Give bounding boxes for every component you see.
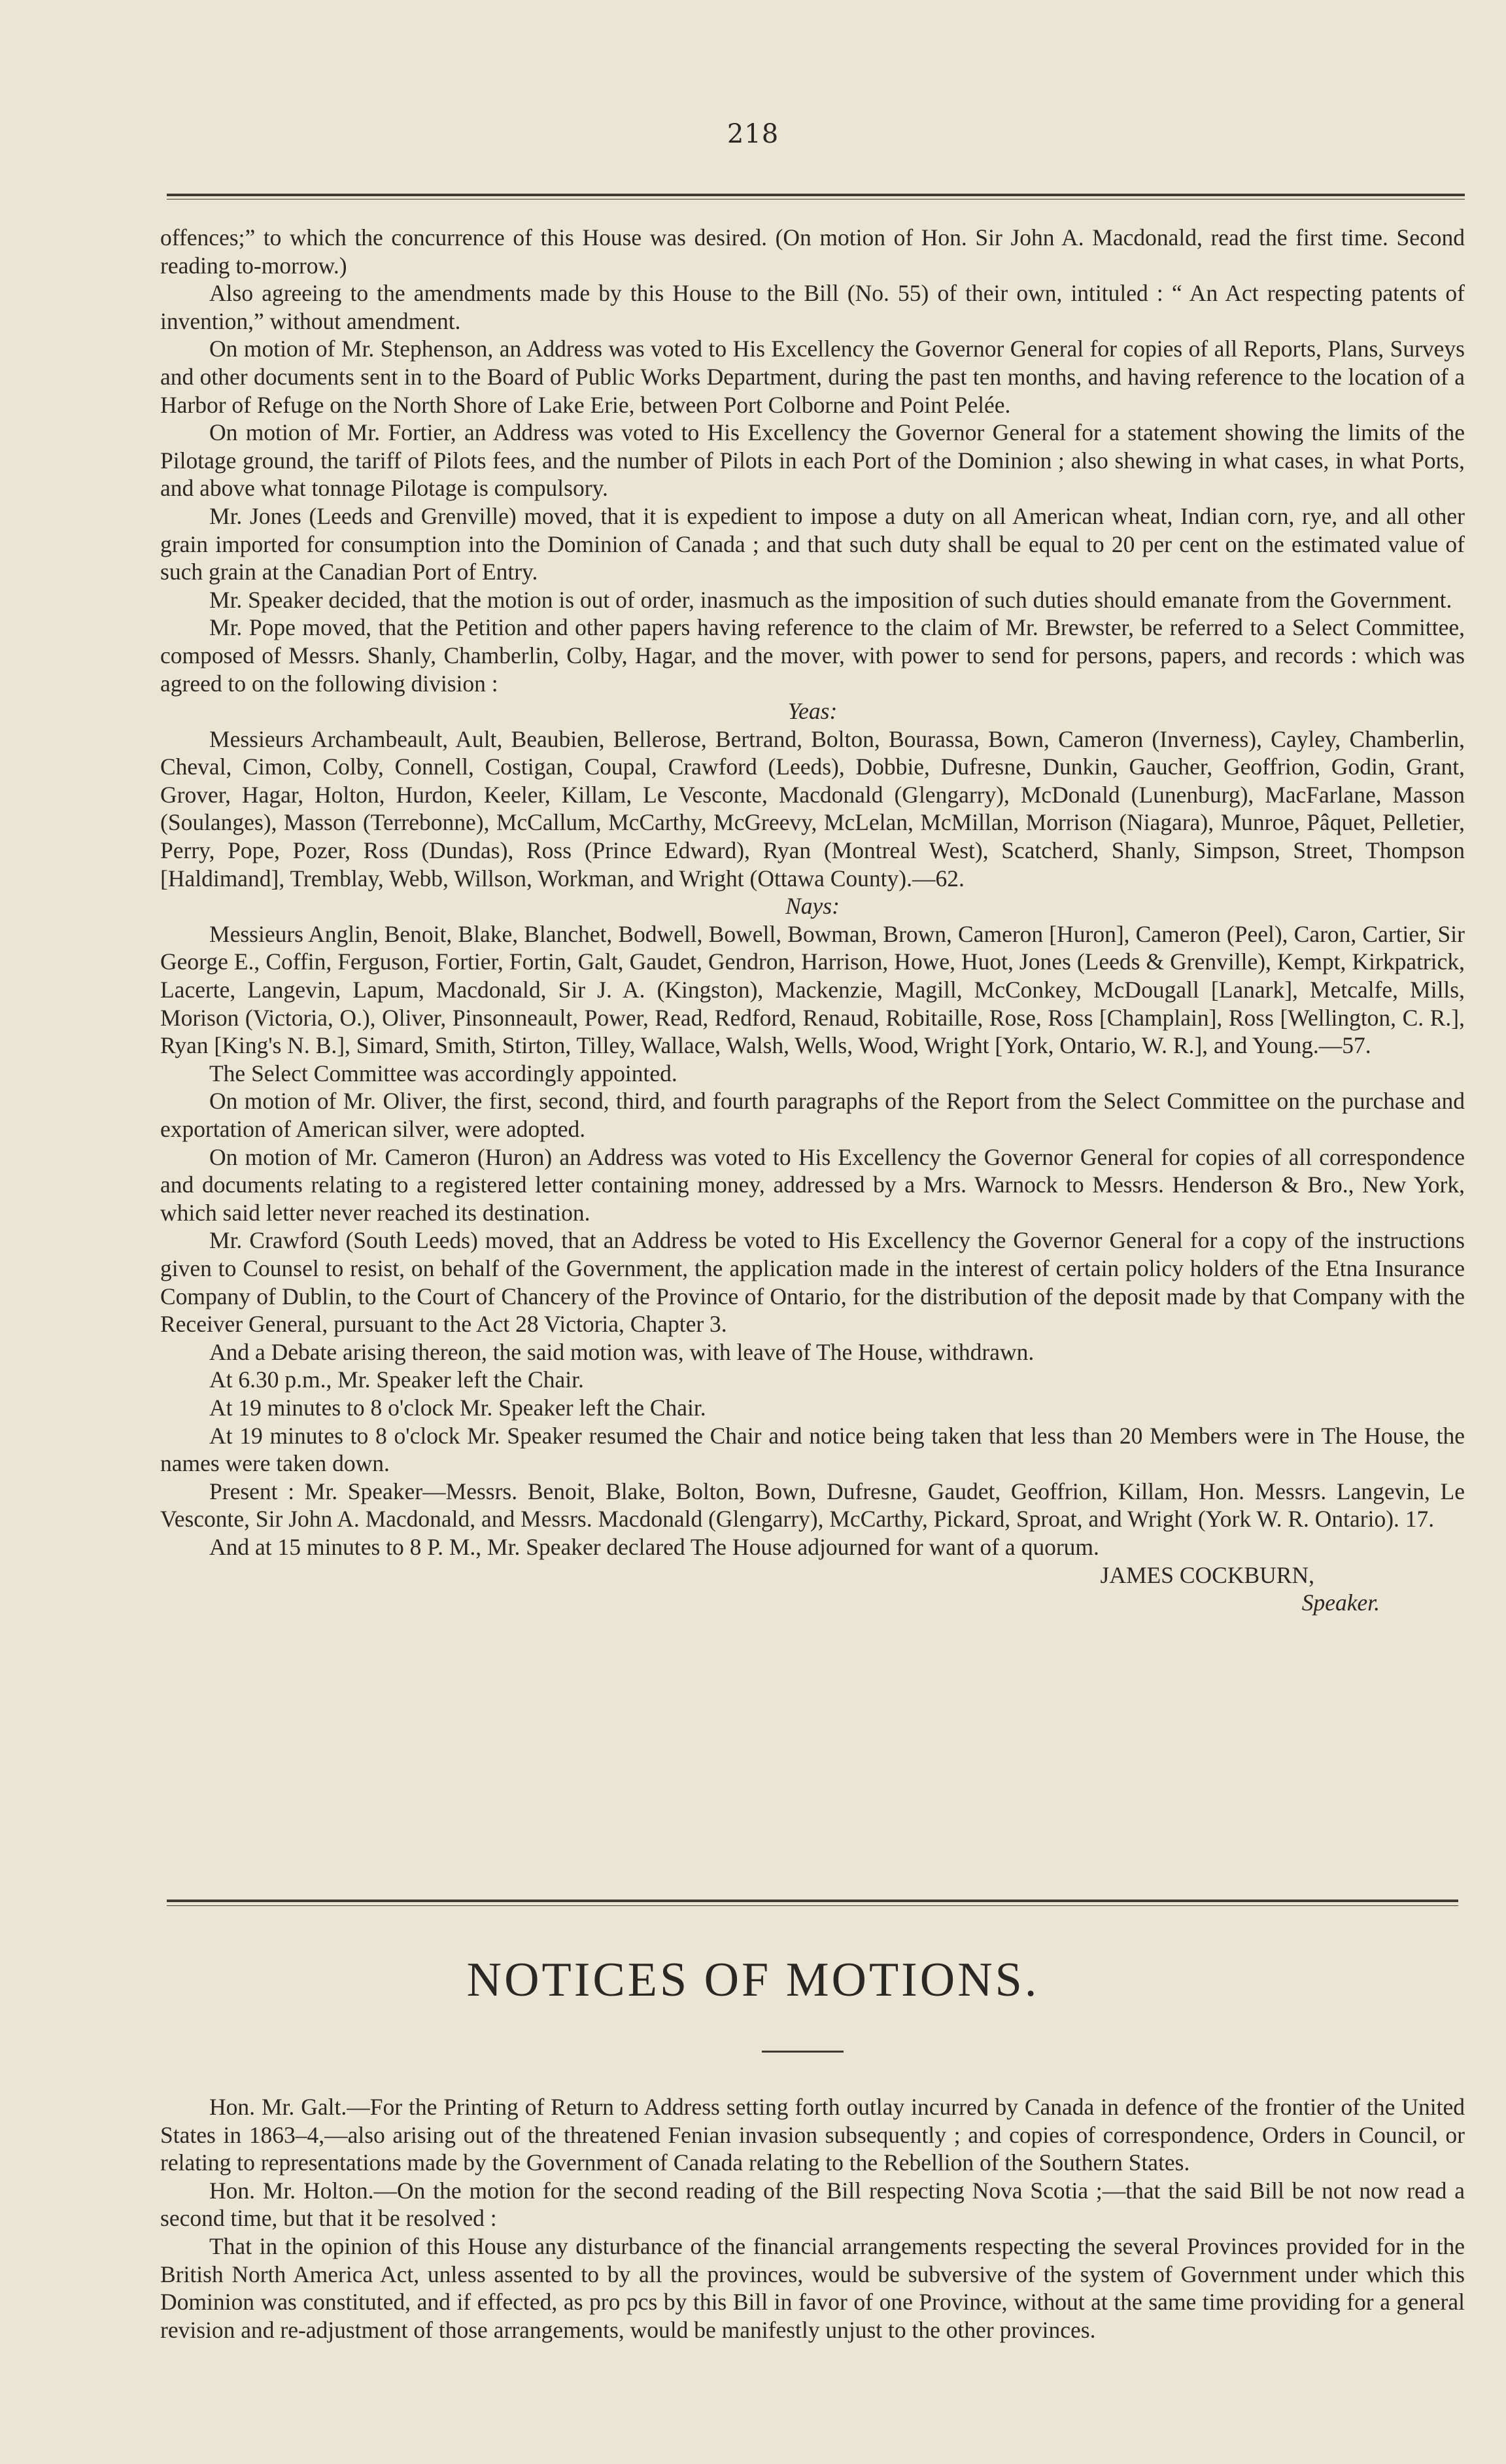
paragraph: On motion of Mr. Oliver, the first, second, third, and fourth paragraphs of the Report from the Select Committee on the purchase and exportation of American silver, were adopted. [160, 1088, 1465, 1142]
nays-label: Nays: [785, 893, 840, 920]
paragraph: Present : Mr. Speaker—Messrs. Benoit, Blake, Bolton, Bown, Dufresne, Gaudet, Geoffrion, Killam, Hon. Messrs. Langevin, Le Vesconte, Sir John A. Macdonald, and Messrs. Macdonald (Glengarry), McCarthy, Pickard, Sproat, and Wright (York W. R. Ontario). 17. [160, 1478, 1465, 1533]
notices-body [160, 2093, 1465, 2344]
section-rule-thin [167, 1905, 1458, 1906]
heading-ornament-rule [762, 2051, 844, 2053]
nays-list: Messieurs Anglin, Benoit, Blake, Blanchet, Bodwell, Bowell, Bowman, Brown, Cameron [Huron], Cameron (Peel), Caron, Cartier, Sir George E., Coffin, Ferguson, Fortier, Fortin, Galt, Gaudet, Gendron, Harrison, Howe, Huot, Jones (Leeds & Grenville), Kempt, Kirkpatrick, Lacerte, Langevin, Lapum, Macdonald, Sir J. A. (Kingston), Mackenzie, Magill, McConkey, McDougall [Lanark], Metcalfe, Mills, Morison (Victoria, O.), Oliver, Pinsonneault, Power, Read, Redford, Renaud, Robitaille, Rose, Ross [Champlain], Ross [Wellington, C. R.], Ryan [King's N. B.], Simard, Smith, Stirton, Tilley, Wallace, Walsh, Wells, Wood, Wright [York, Ontario, W. R.], and Young.—57. [160, 920, 1465, 1059]
paragraph: Also agreeing to the amendments made by this House to the Bill (No. 55) of their own, intituled : “ An Act respecting patents of invention,” without amendment. [160, 280, 1465, 334]
paragraph: And at 15 minutes to 8 P. M., Mr. Speaker declared The House adjourned for want of a quorum. [209, 1533, 1099, 1560]
paragraph: Mr. Crawford (South Leeds) moved, that an Address be voted to His Excellency the Governor General for a copy of the instructions given to Counsel to resist, on behalf of the Government, the application made in the interest of certain policy holders of the Etna Insurance Company of Dublin, to the Court of Chancery of the Province of Ontario, for the distribution of the deposit made by that Company with the Receiver General, pursuant to the Act 28 Victoria, Chapter 3. [160, 1227, 1465, 1338]
yeas-list: Messieurs Archambeault, Ault, Beaubien, Bellerose, Bertrand, Bolton, Bourassa, Bown, Cameron (Inverness), Cayley, Chamberlin, Cheval, Cimon, Colby, Connell, Costigan, Coupal, Crawford (Leeds), Dobbie, Dufresne, Dunkin, Gaucher, Geoffrion, Godin, Grant, Grover, Hagar, Holton, Hurdon, Keeler, Killam, Le Vesconte, Macdonald (Glengarry), McDonald (Lunenburg), MacFarlane, Masson (Soulanges), Masson (Terrebonne), McCallum, McCarthy, McGreevy, McLelan, McMillan, Morrison (Niagara), Munroe, Pâquet, Pelletier, Perry, Pope, Pozer, Ross (Dundas), Ross (Prince Edward), Ryan (Montreal West), Scatcherd, Shanly, Simpson, Street, Thompson [Haldimand], Tremblay, Webb, Willson, Workman, and Wright (Ottawa County).—62. [160, 725, 1465, 892]
signature-title: Speaker. [1301, 1589, 1380, 1616]
paragraph: On motion of Mr. Stephenson, an Address was voted to His Excellency the Governor General for copies of all Reports, Plans, Surveys and other documents sent in to the Board of Public Works Department, during the past ten months, and having reference to the location of a Harbor of Refuge on the North Shore of Lake Erie, between Port Colborne and Point Pelée. [160, 336, 1465, 418]
paragraph: On motion of Mr. Cameron (Huron) an Address was voted to His Excellency the Governor General for copies of all correspondence and documents relating to a registered letter containing money, addressed by a Mrs. Warnock to Messrs. Henderson & Bro., New York, which said letter never reached its destination. [160, 1143, 1465, 1226]
section-heading: NOTICES OF MOTIONS. [466, 1953, 1040, 2007]
header-rule [167, 194, 1465, 196]
notice-paragraph: Hon. Mr. Holton.—On the motion for the second reading of the Bill respecting Nova Scotia ;—that the said Bill be not now read a second time, but that it be resolved : [160, 2177, 1465, 2232]
journal-body [160, 224, 1465, 1617]
paragraph: At 19 minutes to 8 o'clock Mr. Speaker left the Chair. [209, 1394, 706, 1421]
paragraph: On motion of Mr. Fortier, an Address was voted to His Excellency the Governor General for a statement showing the limits of the Pilotage ground, the tariff of Pilots fees, and the number of Pilots in each Port of the Dominion ; also shewing in what cases, in what Ports, and above what tonnage Pilotage is compulsory. [160, 419, 1465, 502]
paragraph: At 6.30 p.m., Mr. Speaker left the Chair. [209, 1366, 584, 1393]
paragraph: Mr. Jones (Leeds and Grenville) moved, that it is expedient to impose a duty on all American wheat, Indian corn, rye, and all other grain imported for consumption into the Dominion of Canada ; and that such duty shall be equal to 20 per cent on the estimated value of such grain at the Canadian Port of Entry. [160, 502, 1465, 585]
section-rule [167, 1900, 1458, 1902]
notice-paragraph: Hon. Mr. Galt.—For the Printing of Return to Address setting forth outlay incurred by Canada in defence of the frontier of the United States in 1863–4,—also arising out of the threatened Fenian invasion subsequently ; and copies of correspondence, Orders in Council, or relating to representations made by the Government of Canada relating to the Rebellion of the Southern States. [160, 2094, 1465, 2176]
paragraph: At 19 minutes to 8 o'clock Mr. Speaker resumed the Chair and notice being taken that less than 20 Members were in The House, the names were taken down. [160, 1422, 1465, 1477]
signature-name: JAMES COCKBURN, [1100, 1561, 1314, 1588]
paragraph: The Select Committee was accordingly appointed. [209, 1060, 677, 1086]
paragraph: Mr. Pope moved, that the Petition and other papers having reference to the claim of Mr. Brewster, be referred to a Select Committee, composed of Messrs. Shanly, Chamberlin, Colby, Hagar, and the mover, with power to send for persons, papers, and records : which was agreed to on the following division : [160, 614, 1465, 697]
paragraph: Mr. Speaker decided, that the motion is out of order, inasmuch as the imposition of such duties should emanate from the Government. [209, 586, 1452, 613]
notice-paragraph: That in the opinion of this House any disturbance of the financial arrangements respecting the several Provinces provided for in the British North America Act, unless assented to by all the provinces, would be subversive of the system of Government under which this Dominion was constituted, and if effected, as pro pcs by this Bill in favor of one Province, without at the same time providing for a general revision and re-adjustment of those arrangements, would be manifestly unjust to the other provinces. [160, 2232, 1465, 2343]
paragraph: And a Debate arising thereon, the said motion was, with leave of The House, withdrawn. [209, 1338, 1035, 1365]
header-rule-thin [167, 199, 1465, 200]
yeas-label: Yeas: [787, 698, 838, 725]
paragraph: offences;” to which the concurrence of this House was desired. (On motion of Hon. Sir John A. Macdonald, read the first time. Second reading to-morrow.) [160, 224, 1465, 279]
page-number: 218 [727, 119, 779, 149]
